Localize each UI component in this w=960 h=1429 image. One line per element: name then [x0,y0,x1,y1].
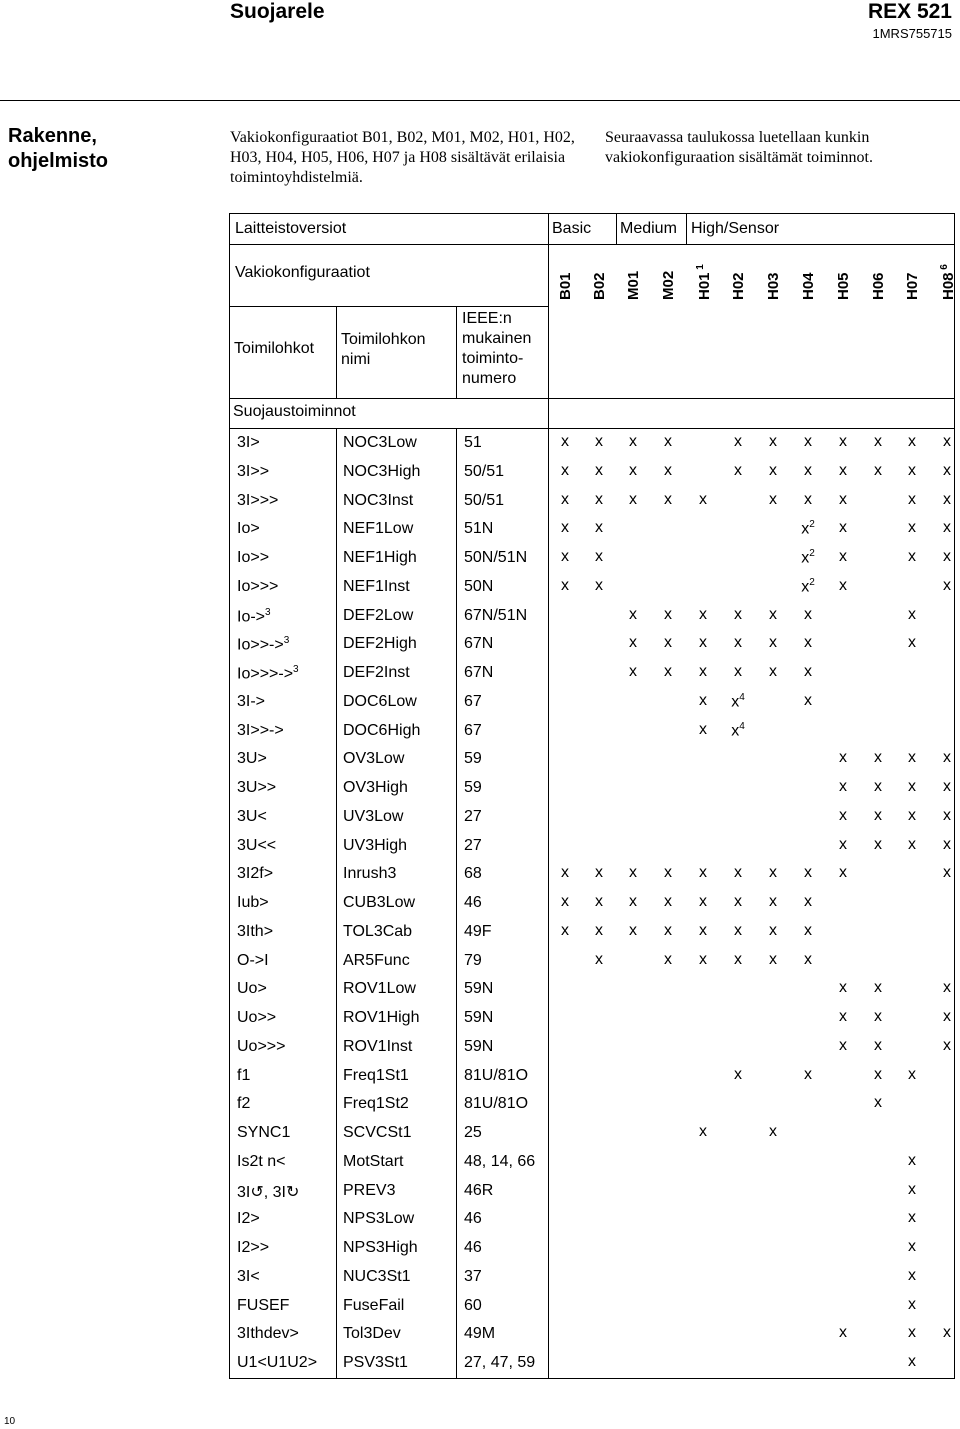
col-divider-block-head [336,306,337,398]
table-mark: x [664,663,672,680]
table-mark: x [561,864,569,882]
table-mark: x [699,691,707,709]
table-mark: x [908,1353,916,1370]
row-name: NEF1Low [343,520,414,538]
table-mark: x [874,1008,882,1025]
row-code: SYNC1 [237,1124,291,1141]
row-name: Freq1St2 [343,1095,409,1113]
row-ieee: 25 [464,1124,482,1141]
row-name: NOC3Inst [343,491,414,509]
row-ieee: 59N [464,1009,494,1026]
table-mark: x [699,893,707,910]
table-mark: x [839,979,847,997]
hw-versions-label: Laitteistoversiot [235,220,347,237]
table-mark: x [699,663,707,680]
table-mark: x [769,950,777,968]
table-mark: x [874,1094,882,1112]
row-name: OV3High [343,779,408,796]
col-block-header: Toimilohkot [234,340,315,357]
table-mark: x [769,893,777,910]
table-mark: x [943,490,951,508]
config-header-h06: H06 [870,272,887,300]
table-mark: x [874,806,882,824]
table-mark: x [874,433,882,450]
section-title [8,124,108,174]
table-mark: x [769,864,777,882]
row-code: 3U< [237,807,267,825]
config-header-h04: H04 [800,272,817,300]
intro-text-left: Vakiokonfiguraatiot B01, B02, M01, M02, H01, H02, H03, H04, H05, H06, H07 ja H08 sisältävät erilaisia toimintoyhdistelmiä. [230,129,575,186]
row-name: CUB3Low [343,894,416,911]
table-mark: x [595,950,603,968]
table-mark: x [839,835,847,853]
table-mark: x [908,1151,916,1169]
table-mark: x [595,576,603,594]
row-code: Iub> [237,894,269,911]
row-name: NPS3High [343,1239,418,1256]
col-divider-basic-medium [616,213,617,244]
table-mark: x [839,1324,847,1342]
table-mark: x [804,1065,812,1083]
table-mark: x [908,1324,916,1342]
row-code: 3U>> [237,779,277,796]
row-name: NOC3High [343,462,421,480]
row-ieee: 27, 47, 59 [464,1354,536,1371]
table-mark: x [943,1036,951,1054]
row-code: Io> [237,520,260,538]
table-mark: x [943,576,951,594]
row-name: ROV1Inst [343,1037,413,1055]
table-mark: x [734,921,742,939]
row-ieee: 48, 14, 66 [464,1152,536,1170]
table-mark: x [595,461,603,479]
table-mark: x [839,490,847,508]
row-code: U1<U1U2> [237,1354,318,1371]
table-mark: x [561,461,569,479]
table-mark: x [629,634,637,652]
table-mark: x [943,778,951,795]
table-mark: x [839,806,847,824]
table-mark: x [699,490,707,508]
config-header-b01: B01 [557,272,574,300]
col-divider-config [548,213,549,1379]
table-mark: x [943,1324,951,1342]
table-mark: x [769,1123,777,1140]
config-header-h08: H08 $^6$ [939,264,957,300]
table-border [229,213,955,1379]
header-title: Suojarele [230,0,325,23]
row-code: Io>> [237,549,270,566]
row-name: OV3Low [343,750,405,768]
section-title-line: Rakenne, [8,125,97,147]
table-mark: x [699,950,707,968]
table-mark: x [943,1008,951,1025]
table-mark: x [561,921,569,939]
table-mark: x [908,634,916,652]
table-mark: x [804,691,812,709]
row-name: UV3High [343,836,408,854]
table-mark: x [943,835,951,853]
row-code: O->I [237,951,269,969]
row-name: NPS3Low [343,1210,415,1228]
table-mark: x [664,433,672,450]
table-mark: x [908,1295,916,1313]
row-name: TOL3Cab [343,922,413,940]
table-mark: x [908,433,916,450]
config-header-h02: H02 [730,272,747,300]
table-mark: x [943,433,951,450]
row-ieee: 67N [464,664,494,681]
row-ieee: 59 [464,750,482,768]
table-mark: x [839,778,847,795]
row-name: ROV1Low [343,980,416,998]
row-name: Freq1St1 [343,1066,409,1084]
table-mark: x [664,461,672,479]
table-mark: x [804,490,812,508]
row-ieee: 67 [464,721,482,739]
row-ieee: 49F [464,922,492,940]
table-mark: x [734,605,742,623]
table-mark: x [943,749,951,767]
row-name: DEF2Low [343,606,414,624]
row-ieee: 67 [464,692,482,710]
intro-text-right: Seuraavassa taulukossa luetellaan kunkin vakiokonfiguraation sisältämät toiminnot. [605,129,873,166]
table-mark: x [629,490,637,508]
row-ieee: 51 [464,434,482,451]
table-mark: x [943,806,951,824]
table-mark: x [874,979,882,997]
table-mark: x [734,663,742,680]
row-code: 3I>> [237,462,270,480]
header-rule [0,100,960,101]
header-rule-section [229,398,955,399]
row-ieee: 49M [464,1325,496,1343]
table-mark: x [769,605,777,623]
col-divider-name-head [456,306,457,398]
table-mark: x [804,433,812,450]
table-mark: x [561,576,569,594]
row-code: 3Ithdev> [237,1325,299,1343]
row-ieee: 37 [464,1267,482,1285]
row-code: 3U> [237,750,267,768]
table-mark: x [664,864,672,882]
table-mark: x [629,893,637,910]
config-header-m01: M01 [625,270,642,300]
table-mark: x [699,605,707,623]
row-name: DEF2High [343,635,417,653]
table-mark: x [908,778,916,795]
table-mark: x [734,433,742,450]
table-mark: x [839,1008,847,1025]
row-code: I2> [237,1210,260,1228]
table-mark: x [629,433,637,450]
row-name: DOC6High [343,721,421,739]
header-rule-body [229,428,955,429]
row-code: 3I2f> [237,865,274,883]
table-mark: x [839,461,847,479]
table-mark: x [561,433,569,450]
table-mark: x [664,490,672,508]
table-mark: x [804,461,812,479]
row-code: 3U<< [237,836,277,854]
row-code: 3I>>-> [237,721,284,739]
table-mark: x [908,519,916,537]
row-name: ROV1High [343,1009,420,1026]
row-code: Uo>>> [237,1037,286,1055]
hw-basic-label: Basic [552,220,592,237]
row-ieee: 59 [464,779,482,796]
table-mark: x [595,548,603,565]
row-name: NEF1Inst [343,577,410,595]
row-name: PSV3St1 [343,1354,408,1371]
row-ieee: 79 [464,951,482,969]
table-mark: x [804,950,812,968]
table-mark: x [769,921,777,939]
row-code: Is2t n< [237,1152,286,1170]
table-mark: x [874,1036,882,1054]
col-divider-name [456,428,457,1379]
table-mark: x [699,921,707,939]
table-mark: x [595,864,603,882]
hw-high-label: High/Sensor [691,220,780,237]
table-mark: x [804,893,812,910]
table-mark: x [908,490,916,508]
row-ieee: 27 [464,807,482,825]
header-product: REX 521 [867,0,952,23]
row-code: Io>>> [237,577,279,595]
row-ieee: 51N [464,520,494,538]
row-ieee: 60 [464,1296,482,1314]
table-mark: x [874,749,882,767]
table-mark: $x^4$ [731,691,745,711]
row-code: f1 [237,1066,251,1084]
table-mark: x [804,663,812,680]
table-mark: x [874,835,882,853]
table-mark: x [839,1036,847,1054]
row-ieee: 67N/51N [464,606,528,624]
table-mark: x [734,1065,742,1083]
table-mark: x [734,634,742,652]
table-mark: x [561,490,569,508]
table-mark: x [804,864,812,882]
table-mark: x [908,1209,916,1227]
row-ieee: 81U/81O [464,1066,529,1084]
row-code: Io->$^3$ [237,606,271,625]
table-mark: x [908,1266,916,1284]
table-mark: x [908,461,916,479]
row-name: NEF1High [343,549,417,566]
row-name: DOC6Low [343,692,417,710]
header-rule-cols [229,306,548,307]
table-mark: x [769,663,777,680]
table-mark: x [908,605,916,623]
table-mark: x [699,864,707,882]
row-ieee: 59N [464,1037,494,1055]
table-mark: x [595,519,603,537]
table-mark: x [943,548,951,565]
row-name: UV3Low [343,807,404,825]
row-name: Inrush3 [343,865,397,883]
table-mark: x [839,864,847,882]
row-code: 3I< [237,1267,260,1285]
table-mark: x [595,490,603,508]
row-code: 3I↺, 3I↻ [237,1183,300,1201]
table-mark: x [908,749,916,767]
table-mark: x [595,921,603,939]
table-mark: x [699,634,707,652]
header-rule-hw [229,244,955,245]
section-label: Suojaustoiminnot [233,403,356,420]
table-mark: x [874,1065,882,1083]
row-ieee: 46 [464,894,482,911]
table-mark: x [908,1065,916,1083]
row-name: FuseFail [343,1296,405,1314]
config-header-b02: B02 [591,272,608,300]
config-header-m02: M02 [660,270,677,300]
table-mark: x [664,921,672,939]
table-mark: x [664,950,672,968]
row-code: 3I-> [237,692,266,710]
row-name: Tol3Dev [343,1325,401,1343]
row-name: PREV3 [343,1181,396,1199]
table-mark: x [769,461,777,479]
table-mark: x [804,921,812,939]
row-code: Io>>>->$^3$ [237,664,299,683]
table-mark: x [908,1238,916,1255]
table-mark: x [664,605,672,623]
row-code: FUSEF [237,1296,290,1314]
table-mark: x [664,893,672,910]
col-ieee-header: IEEE:n mukainen toiminto-numero [462,310,532,387]
row-name: SCVCSt1 [343,1124,412,1141]
table-mark: x [943,864,951,882]
row-ieee: 50N [464,577,494,595]
table-mark: $x^4$ [731,720,745,739]
table-mark: x [595,893,603,910]
col-divider-medium-high [686,213,687,244]
row-ieee: 46R [464,1181,494,1199]
table-mark: x [561,548,569,565]
table-mark: x [629,605,637,623]
config-label: Vakiokonfiguraatiot [235,264,370,281]
row-ieee: 46 [464,1210,482,1228]
row-name: MotStart [343,1152,404,1170]
row-ieee: 27 [464,836,482,854]
header-doc-id: 1MRS755715 [872,26,952,41]
table-mark: x [595,433,603,450]
table-mark: x [943,461,951,479]
row-code: Uo> [237,980,267,998]
table-mark: x [804,634,812,652]
table-mark: x [874,461,882,479]
row-code: Uo>> [237,1009,277,1026]
table-mark: x [804,605,812,623]
row-code: 3I> [237,434,260,451]
table-mark: x [734,864,742,882]
table-mark: x [839,749,847,767]
table-mark: $x^2$ [801,519,815,538]
table-mark: x [769,490,777,508]
hw-medium-label: Medium [620,220,677,237]
table-mark: x [943,979,951,997]
table-mark: x [561,893,569,910]
table-mark: x [629,864,637,882]
row-name: NUC3St1 [343,1267,411,1285]
row-code: I2>> [237,1239,270,1256]
table-mark: x [769,433,777,450]
table-mark: x [908,806,916,824]
row-ieee: 68 [464,865,482,883]
col-divider-block [336,428,337,1379]
table-mark: x [839,433,847,450]
table-mark: x [699,1123,707,1140]
row-code: 3Ith> [237,922,274,940]
table-mark: $x^2$ [801,548,815,567]
table-mark: x [734,893,742,910]
table-mark: x [908,548,916,565]
row-name: DEF2Inst [343,664,410,681]
row-name: AR5Func [343,951,410,969]
row-ieee: 81U/81O [464,1095,529,1113]
row-ieee: 50N/51N [464,549,528,566]
table-mark: x [769,634,777,652]
row-ieee: 50/51 [464,462,505,480]
config-header-h01: H01 $^1$ [695,264,713,300]
row-name: NOC3Low [343,434,417,451]
table-mark: x [664,634,672,652]
table-mark: x [839,548,847,565]
table-mark: x [908,835,916,853]
row-ieee: 50/51 [464,491,505,509]
row-code: f2 [237,1095,251,1113]
table-mark: x [629,663,637,680]
table-mark: x [629,461,637,479]
config-header-h05: H05 [835,272,852,300]
table-mark: x [839,576,847,594]
page-number: 10 [4,1416,16,1427]
table-mark: x [734,950,742,968]
table-mark: x [734,461,742,479]
section-title-line: ohjelmisto [8,150,109,172]
row-code: 3I>>> [237,491,279,509]
col-name-header: Toimilohkon nimi [341,331,426,368]
table-mark: $x^2$ [801,576,815,596]
table-mark: x [943,519,951,537]
table-mark: x [908,1180,916,1198]
row-ieee: 67N [464,635,494,653]
table-mark: x [629,921,637,939]
config-header-h03: H03 [765,272,782,300]
row-ieee: 46 [464,1239,482,1256]
table-mark: x [839,519,847,537]
table-mark: x [699,720,707,738]
table-mark: x [874,778,882,795]
config-header-h07: H07 [904,272,921,300]
row-ieee: 59N [464,980,494,998]
table-mark: x [561,519,569,537]
row-code: Io>>->$^3$ [237,635,290,654]
